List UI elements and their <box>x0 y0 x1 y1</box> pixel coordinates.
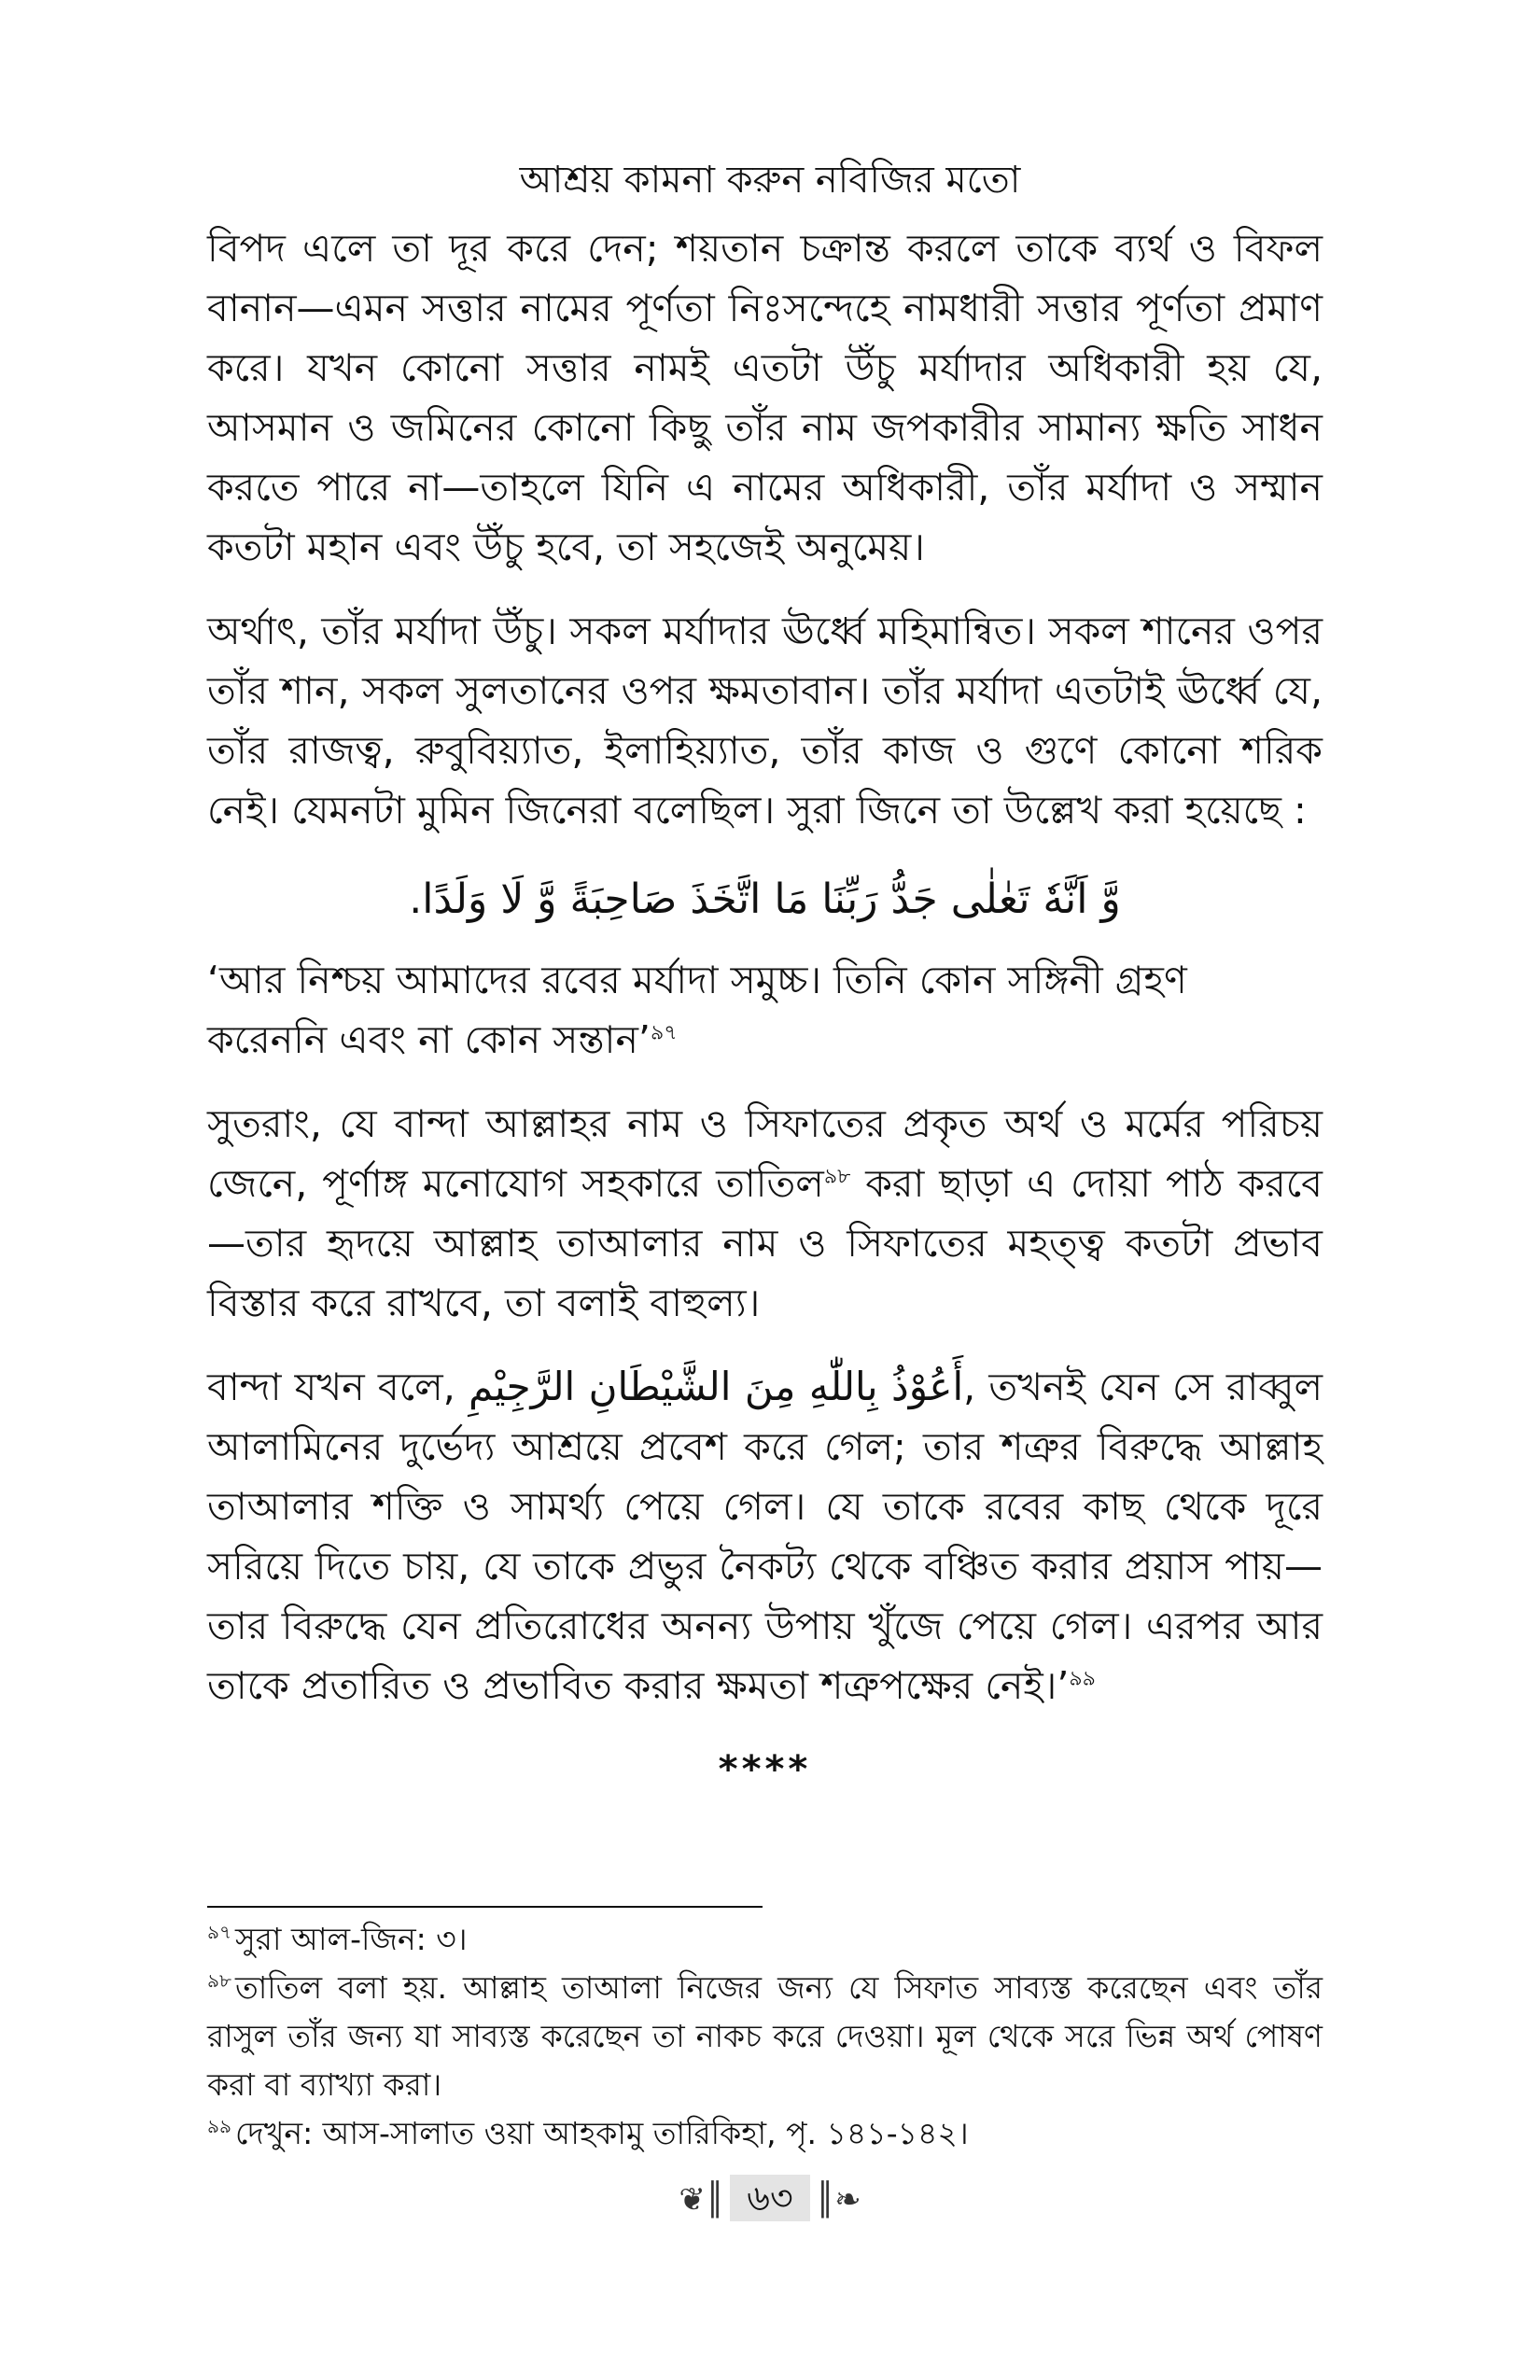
section-break: **** <box>718 1748 812 1791</box>
paragraph-1: বিপদ এলে তা দূর করে দেন; শয়তান চক্রান্ত করলে তাকে ব্যর্থ ও বিফল বানান—এমন সত্তার নামের পূর্ণতা নিঃসন্দেহে নামধারী সত্তার পূর্ণতা প্রমাণ করে। যখন কোনো সত্তার নামই এতটা উঁচু মর্যাদার অধিকারী হয় যে, আসমান ও জমিনের কোনো কিছু তাঁর নাম জপকারীর সামান্য ক্ষতি সাধন করতে পারে না—তাহলে যিনি এ নামের অধিকারী, তাঁর মর্যাদা ও সম্মান কতটা মহান এবং উঁচু হবে, তা সহজেই অনুমেয়। <box>207 226 1323 569</box>
footnote-text: সুরা আল-জিন: ৩। <box>234 1921 468 1957</box>
ornament-right-icon: ║❧ <box>815 2181 861 2219</box>
footnote-ref-99[interactable]: ৯৯ <box>1069 1667 1096 1691</box>
ornament-left-icon: ❦║ <box>679 2181 725 2219</box>
paragraph-4 <box>207 1357 1323 1715</box>
footnotes <box>207 1915 1323 2158</box>
arabic-verse: وَّ اَنَّهٗ تَعٰلٰی جَدُّ رَبِّنَا مَا اتَّخَذَ صَاحِبَةً وَّ لَا وَلَدًا. <box>409 875 1121 923</box>
footnote-ref-97[interactable]: ৯৭ <box>650 1021 678 1045</box>
paragraph-3-text-a: সুতরাং, যে বান্দা আল্লাহর নাম ও সিফাতের প্রকৃত অর্থ ও মর্মের পরিচয় জেনে, পূর্ণাঙ্গ মনোযোগ সহকারে তাতিল <box>207 1101 1323 1206</box>
page-number-block <box>0 2175 1540 2223</box>
paragraph-2: অর্থাৎ, তাঁর মর্যাদা উঁচু। সকল মর্যাদার ঊর্ধ্বে মহিমান্বিত। সকল শানের ওপর তাঁর শান, সকল সুলতানের ওপর ক্ষমতাবান। তাঁর মর্যাদা এতটাই ঊর্ধ্বে যে, তাঁর রাজত্ব, রুবুবিয়্যাত, ইলাহিয়্যাত, তাঁর কাজ ও গুণে কোনো শরিক নেই। যেমনটা মুমিন জিনেরা বলেছিল। সুরা জিনে তা উল্লেখ করা হয়েছে : <box>207 609 1323 833</box>
paragraph-4-text-b: , তখনই যেন সে রাব্বুল আলামিনের দুর্ভেদ্য আশ্রয়ে প্রবেশ করে গেল; তার শত্রুর বিরুদ্ধে আল্লাহ তাআলার শক্তি ও সামর্থ্য পেয়ে গেল। যে তাকে রবের কাছ থেকে দূরে সরিয়ে দিতে চায়, যে তাকে প্রভুর নৈকট্য থেকে বঞ্চিত করার প্রয়াস পায়—তার বিরুদ্ধে যেন প্রতিরোধের অনন্য উপায় খুঁজে পেয়ে গেল। এরপর আর তাকে প্রতারিত ও প্রভাবিত করার ক্ষমতা শত্রুপক্ষের নেই।’ <box>207 1365 1323 1708</box>
paragraph-3 <box>207 1094 1323 1333</box>
footnote-99 <box>207 2109 1323 2158</box>
footnote-97 <box>207 1915 1323 1964</box>
running-header: আশ্রয় কামনা করুন নবিজির মতো <box>519 159 1021 202</box>
taawwuz-arabic: أَعُوْذُ بِاللّٰهِ مِنَ الشَّيْطَانِ الرَّجِيْمِ <box>468 1364 964 1409</box>
footnote-ref-98[interactable]: ৯৮ <box>823 1165 851 1189</box>
verse-translation-text: ‘আর নিশ্চয় আমাদের রবের মর্যাদা সমুচ্চ। তিনি কোন সঙ্গিনী গ্রহণ করেননি এবং না কোন সন্তান’ <box>207 958 1187 1062</box>
footnote-mark: ৯৮ <box>207 1969 231 1992</box>
footnote-divider <box>207 1906 763 1908</box>
footnote-text: দেখুন: আস-সালাত ওয়া আহকামু তারিকিহা, পৃ. ১৪১-১৪২। <box>234 2115 969 2151</box>
footnote-text: তাতিল বলা হয়. আল্লাহ তাআলা নিজের জন্য যে সিফাত সাব্যস্ত করেছেন এবং তাঁর রাসুল তাঁর জন্য যা সাব্যস্ত করেছেন তা নাকচ করে দেওয়া। মূল থেকে সরে ভিন্ন অর্থ পোষণ করা বা ব্যাখ্যা করা। <box>207 1969 1323 2103</box>
verse-translation <box>207 950 1323 1070</box>
footnote-mark: ৯৯ <box>207 2115 231 2137</box>
footnote-mark: ৯৭ <box>207 1921 231 1943</box>
page-number: ৬৩ <box>730 2175 809 2221</box>
paragraph-4-text-a: বান্দা যখন বলে, <box>207 1365 469 1409</box>
footnote-98 <box>207 1964 1323 2109</box>
paragraph-3-text-b: করা ছাড়া এ দোয়া পাঠ করবে—তার হৃদয়ে আল্লাহ তাআলার নাম ও সিফাতের মহত্ত্ব কতটা প্রভাব বিস্তার করে রাখবে, তা বলাই বাহুল্য। <box>207 1161 1323 1325</box>
main-text <box>207 218 1323 1799</box>
